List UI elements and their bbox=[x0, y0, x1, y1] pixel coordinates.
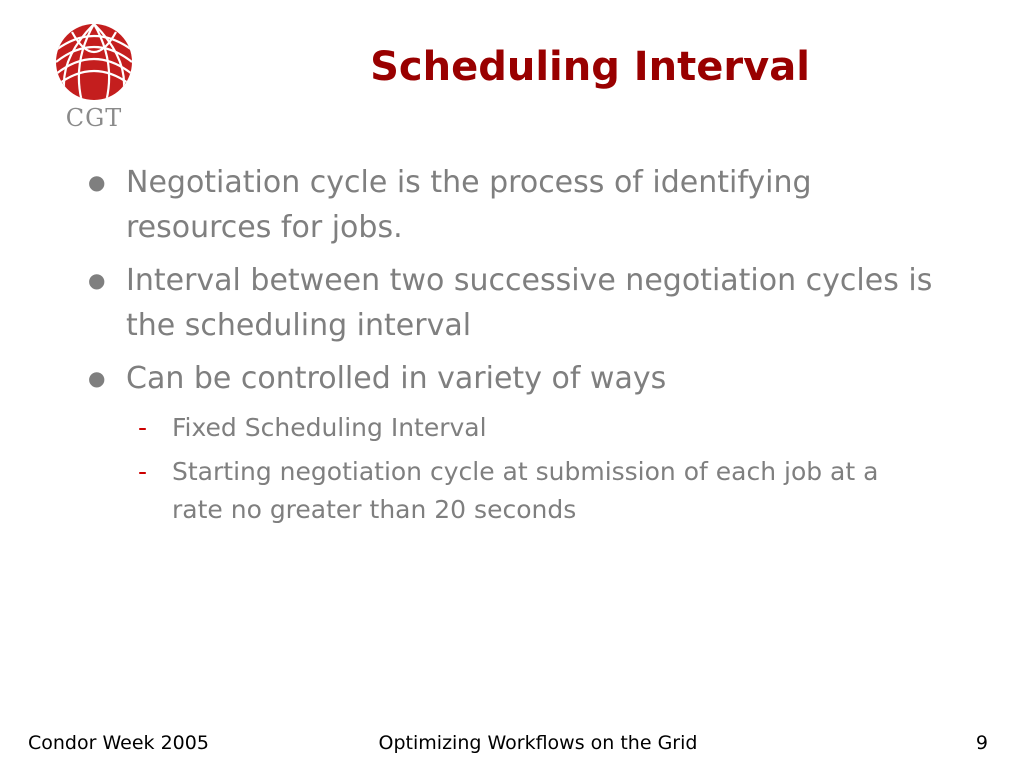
dash-icon: - bbox=[138, 413, 148, 442]
bullet-item bbox=[84, 258, 964, 348]
bullet-icon: ● bbox=[88, 366, 106, 390]
page-number: 9 bbox=[975, 732, 988, 754]
cgt-globe-logo-icon bbox=[52, 22, 136, 106]
logo-text: CGT bbox=[65, 104, 123, 132]
bullet-item bbox=[84, 160, 964, 250]
footer-title: Optimizing Workflows on the Grid bbox=[378, 732, 698, 754]
dash-icon: - bbox=[138, 457, 148, 486]
bullet-text: Can be controlled in variety of ways bbox=[126, 361, 667, 396]
footer-event: Condor Week 2005 bbox=[28, 732, 209, 754]
cgt-logo bbox=[52, 22, 136, 134]
sub-bullet-item bbox=[84, 409, 932, 447]
sub-bullet-item bbox=[84, 453, 932, 529]
bullet-icon: ● bbox=[88, 170, 106, 194]
sub-bullet-text: Starting negotiation cycle at submission of each job at a rate no greater than 20 seconds bbox=[172, 457, 879, 524]
slide-footer bbox=[0, 732, 1024, 756]
bullet-text: Negotiation cycle is the process of identifying resources for jobs. bbox=[126, 165, 812, 245]
slide-title: Scheduling Interval bbox=[370, 44, 810, 90]
bullet-item bbox=[84, 356, 964, 401]
bullet-icon: ● bbox=[88, 268, 106, 292]
bullet-text: Interval between two successive negotiation cycles is the scheduling interval bbox=[126, 263, 933, 343]
slide-body bbox=[84, 160, 964, 535]
sub-bullet-text: Fixed Scheduling Interval bbox=[172, 413, 487, 442]
